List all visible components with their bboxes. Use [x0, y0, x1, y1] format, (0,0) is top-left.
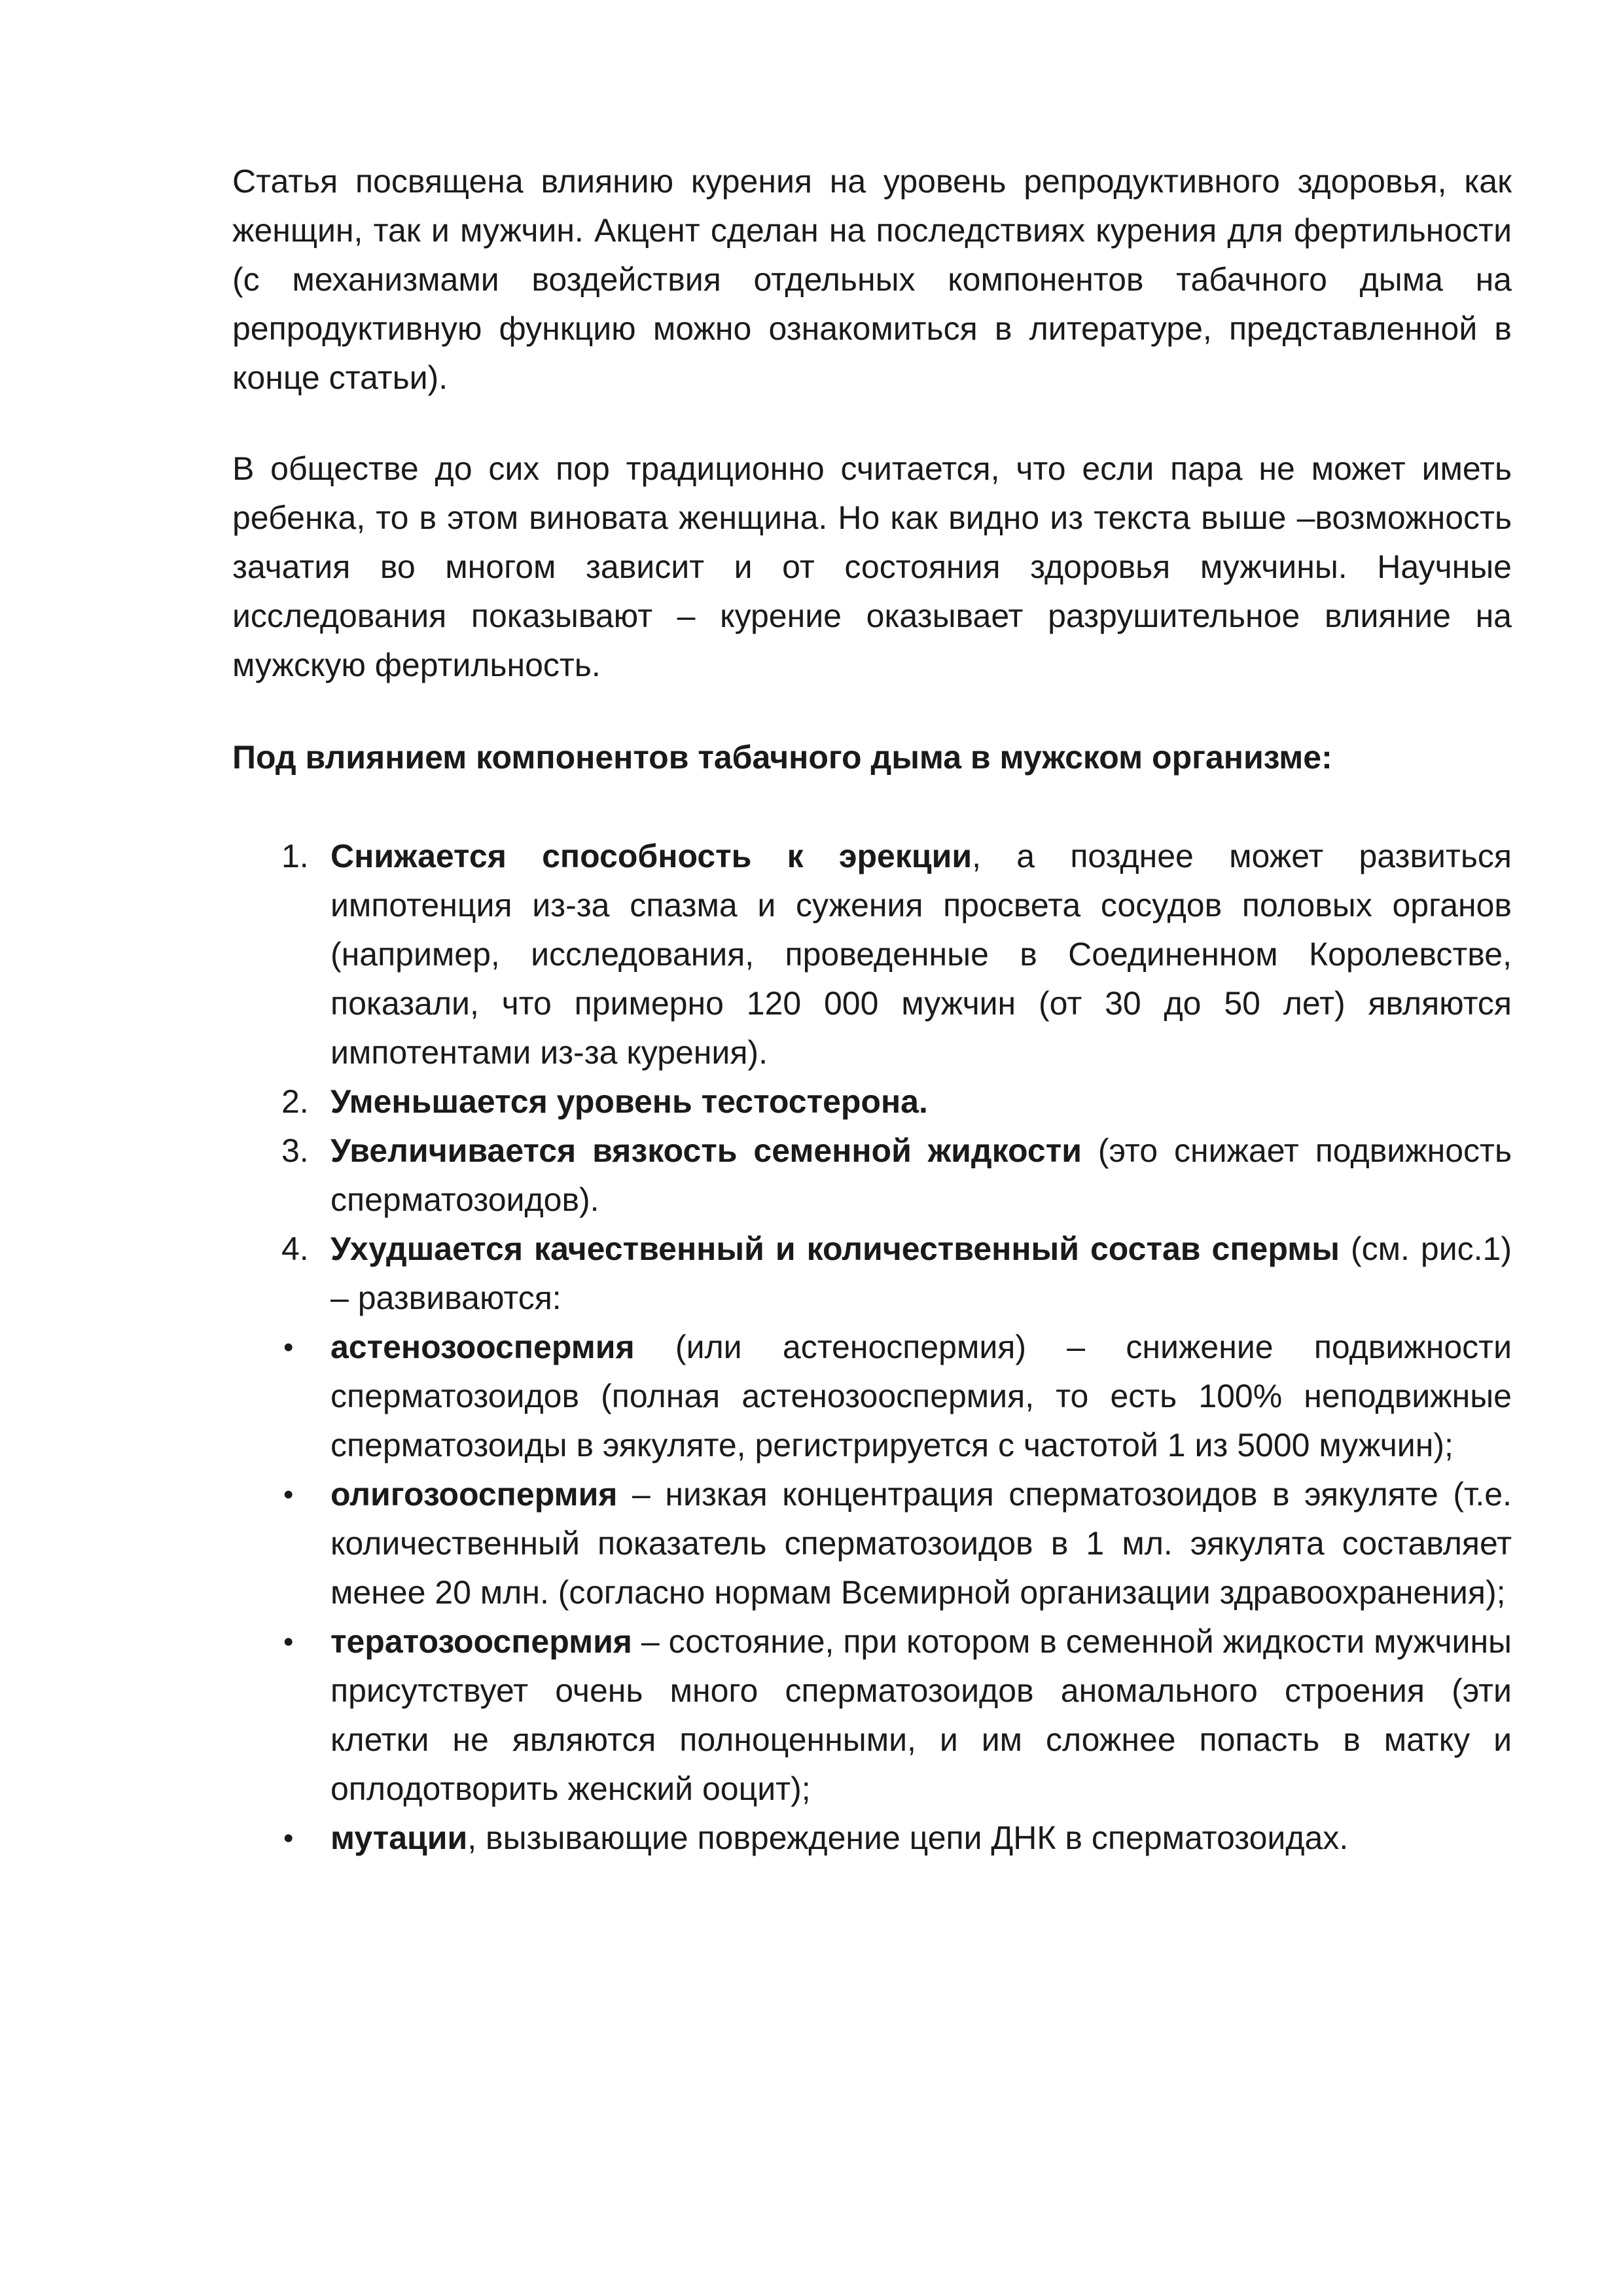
document-page — [232, 157, 1512, 1863]
list-number: 4. — [281, 1230, 309, 1267]
section-heading: Под влиянием компонентов табачного дыма в мужском организме: — [232, 739, 1332, 776]
bullet-item-text: (или астеноспермия) – снижение подвижности сперматозоидов (полная астенозооспермия, то есть 100% неподвижные сперматозоиды в эякуляте, регистрируется с частотой 1 из 5000 мужчин); — [330, 1329, 1512, 1463]
list-item — [232, 832, 1512, 1077]
bullet-item — [232, 1470, 1512, 1617]
intro-paragraph: Статья посвящена влиянию курения на уровень репродуктивного здоровья, как женщин, так и мужчин. Акцент сделан на последствиях курения для фертильности (с механизмами воздействия отдельных компонентов табачного дыма на репродуктивную функцию можно ознакомиться в литературе, представленной в конце статьи). — [232, 163, 1512, 396]
bullet-icon: • — [283, 1626, 294, 1658]
list-item — [232, 1225, 1512, 1323]
bullet-item — [232, 1323, 1512, 1470]
bullet-item-text: , вызывающие повреждение цепи ДНК в сперматозоидах. — [467, 1820, 1349, 1856]
bullet-item-bold: олигозооспермия — [330, 1476, 618, 1513]
list-item-bold: Увеличивается вязкость семенной жидкости — [330, 1132, 1082, 1169]
list-number: 2. — [281, 1083, 309, 1120]
list-item-text: (это снижает подвижность сперматозоидов). — [330, 1132, 1512, 1218]
bullet-icon: • — [283, 1331, 294, 1363]
list-item-bold: Уменьшается уровень тестостерона. — [330, 1083, 928, 1120]
bullet-item-text: – состояние, при котором в семенной жидкости мужчины присутствует очень много сперматозоидов аномального строения (эти клетки не являются полноценными, и им сложнее попасть в матку и оплодотворить женский ооцит); — [330, 1623, 1512, 1807]
list-number: 1. — [281, 838, 309, 874]
bullet-item-bold: мутации — [330, 1820, 468, 1856]
effects-list — [232, 832, 1512, 1863]
list-item-bold: Ухудшается качественный и количественный состав спермы — [330, 1230, 1340, 1267]
bullet-item-bold: астенозооспермия — [330, 1329, 635, 1365]
bullet-item — [232, 1814, 1512, 1863]
list-number: 3. — [281, 1132, 309, 1169]
bullet-item-text: – низкая концентрация сперматозоидов в эякуляте (т.е. количественный показатель сперматозоидов в 1 мл. эякулята составляет менее 20 млн. (согласно нормам Всемирной организации здравоохранения); — [330, 1476, 1512, 1611]
bullet-icon: • — [283, 1479, 294, 1511]
list-item-bold: Снижается способность к эрекции — [330, 838, 972, 874]
bullet-item — [232, 1617, 1512, 1814]
list-item-text: (см. рис.1) – развиваются: — [330, 1230, 1512, 1316]
list-item — [232, 1077, 1512, 1126]
bullet-icon: • — [283, 1822, 294, 1854]
bullet-item-bold: тератозооспермия — [330, 1623, 632, 1660]
list-item-text: , а позднее может развиться импотенция из-за спазма и сужения просвета сосудов половых органов (например, исследования, проведенные в Соединенном Королевстве, показали, что примерно 120 000 мужчин (от 30 до 50 лет) являются импотентами из-за курения). — [330, 838, 1512, 1071]
society-paragraph: В обществе до сих пор традиционно считается, что если пара не может иметь ребенка, то в этом виновата женщина. Но как видно из текста выше –возможность зачатия во многом зависит и от состояния здоровья мужчины. Научные исследования показывают – курение оказывает разрушительное влияние на мужскую фертильность. — [232, 450, 1512, 683]
list-item — [232, 1126, 1512, 1225]
